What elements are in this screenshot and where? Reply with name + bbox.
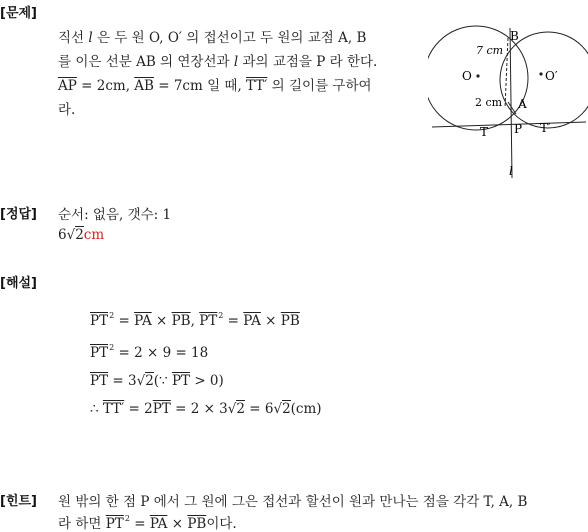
label-o: O: [462, 69, 472, 83]
hint-text: 원 밖의 한 점 P 에서 그 원에 그은 접선과 할선이 원과 만나는 점을 각각 T, A, B: [58, 494, 528, 510]
problem-text: = 7cm 일 때,: [153, 78, 247, 94]
eq-text: ×: [260, 313, 281, 329]
problem-text: 직선: [58, 30, 89, 46]
eq-text: = 3: [108, 373, 137, 389]
eq-text: =: [114, 313, 135, 329]
seg-pt: $\overline{PT}$: [199, 313, 218, 329]
label-b: B: [510, 29, 519, 43]
exponent: 2: [124, 514, 130, 523]
answer-value: [58, 227, 104, 243]
sqrt-symbol: √: [273, 401, 283, 417]
seg-pt: $\overline{PT}$: [90, 313, 109, 329]
seg-pt: $\overline{PT}$: [105, 516, 124, 532]
label-p: P: [514, 122, 523, 136]
label-a: A: [518, 97, 527, 111]
problem-tag: [문제]: [0, 6, 37, 21]
label-l: l: [509, 164, 513, 178]
label-t-prime: T′: [540, 121, 551, 135]
answer-number: 6: [58, 227, 67, 243]
seg-pt: $\overline{PT}$: [90, 373, 109, 389]
problem-text: = 2cm,: [76, 78, 135, 94]
seg-pb: $\overline{PB}$: [280, 313, 300, 329]
seg-pt: $\overline{PT}$: [152, 401, 171, 417]
segment-ab: $\overline{AB}$: [134, 78, 154, 94]
eq-text: ×: [151, 313, 172, 329]
problem-line-2: [58, 50, 377, 70]
eq-text: = 6: [244, 401, 274, 417]
hint-tag: [힌트]: [0, 494, 37, 509]
hint-line-2: [58, 512, 237, 532]
therefore-symbol: ∴: [90, 401, 103, 417]
hint-text: 이다.: [206, 516, 237, 532]
answer-radicand: 2: [75, 227, 84, 243]
answer-meta: 순서: 없음, 갯수: 1: [58, 207, 172, 223]
seg-tt: TT′: [102, 401, 125, 417]
secant-line-l: [510, 28, 512, 178]
sqrt-symbol: √: [66, 227, 76, 243]
solution-eq-3: [90, 373, 224, 389]
seg-pa: $\overline{PA}$: [243, 313, 261, 329]
solution-eq-4: [90, 401, 322, 417]
center-op-dot: [539, 72, 542, 75]
problem-line-4: [58, 98, 75, 118]
problem-text: 은 두 원 O, O′ 의 접선이고 두 원의 교점 A, B: [92, 30, 367, 46]
line-l-symbol: l: [88, 30, 93, 46]
exponent: 2: [109, 343, 115, 352]
hint-text: =: [129, 516, 150, 532]
seg-pb: $\overline{PB}$: [187, 516, 207, 532]
answer-tag: [정답]: [0, 207, 37, 222]
seg-pa: $\overline{PA}$: [134, 313, 152, 329]
problem-line-1: [58, 26, 366, 46]
eq-text: > 0): [190, 373, 224, 389]
sqrt-symbol: √: [227, 401, 237, 417]
problem-text: 과의 교점을 P 라 한다.: [238, 54, 378, 70]
solution-tag: [해설]: [0, 276, 37, 291]
eq-text: = 2 × 3: [170, 401, 228, 417]
seg-pb: $\overline{PB}$: [171, 313, 191, 329]
sqrt-symbol: √: [136, 373, 146, 389]
label-t: T: [480, 125, 489, 139]
seg-pa: $\overline{PA}$: [149, 516, 168, 532]
segment-tt: TT′: [246, 78, 268, 94]
eq-text: = 2: [124, 401, 153, 417]
exponent: 2: [109, 311, 115, 320]
label-2cm: 2 cm: [475, 96, 503, 109]
radicand: 2: [282, 401, 291, 417]
dashed-ab: [505, 38, 508, 108]
eq-text: ,: [190, 313, 200, 329]
answer-unit: cm: [83, 227, 105, 243]
seg-pt: $\overline{PT}$: [171, 373, 191, 389]
circle-o-prime: [500, 32, 588, 128]
two-circles-figure: [428, 18, 588, 183]
solution-eq-1: [90, 311, 300, 329]
eq-text: =: [223, 313, 244, 329]
solution-eq-2: [90, 343, 208, 361]
hint-text: 라 하면: [58, 516, 106, 532]
exponent: 2: [218, 311, 224, 320]
hint-line-1: [58, 490, 527, 510]
problem-line-3: [58, 74, 372, 94]
seg-pt: $\overline{PT}$: [90, 345, 109, 361]
line-l-symbol: l: [233, 54, 239, 70]
problem-text: 의 길이를 구하여: [267, 78, 372, 94]
center-o-dot: [476, 74, 479, 77]
segment-ap: $\overline{AP}$: [58, 78, 77, 94]
radicand: 2: [145, 373, 154, 389]
eq-text: (∵: [153, 373, 172, 389]
answer-line-1: [58, 203, 171, 223]
label-7cm: 7 cm: [476, 44, 504, 57]
eq-text: = 2 × 9 = 18: [114, 345, 209, 361]
problem-text: 라.: [58, 102, 76, 118]
radicand: 2: [236, 401, 245, 417]
problem-text: 를 이은 선분 AB 의 연장선과: [58, 54, 234, 70]
tangent-line: [432, 122, 586, 127]
label-o-prime: O′: [545, 69, 558, 83]
unit-text: (cm): [290, 401, 322, 417]
hint-text: ×: [167, 516, 188, 532]
